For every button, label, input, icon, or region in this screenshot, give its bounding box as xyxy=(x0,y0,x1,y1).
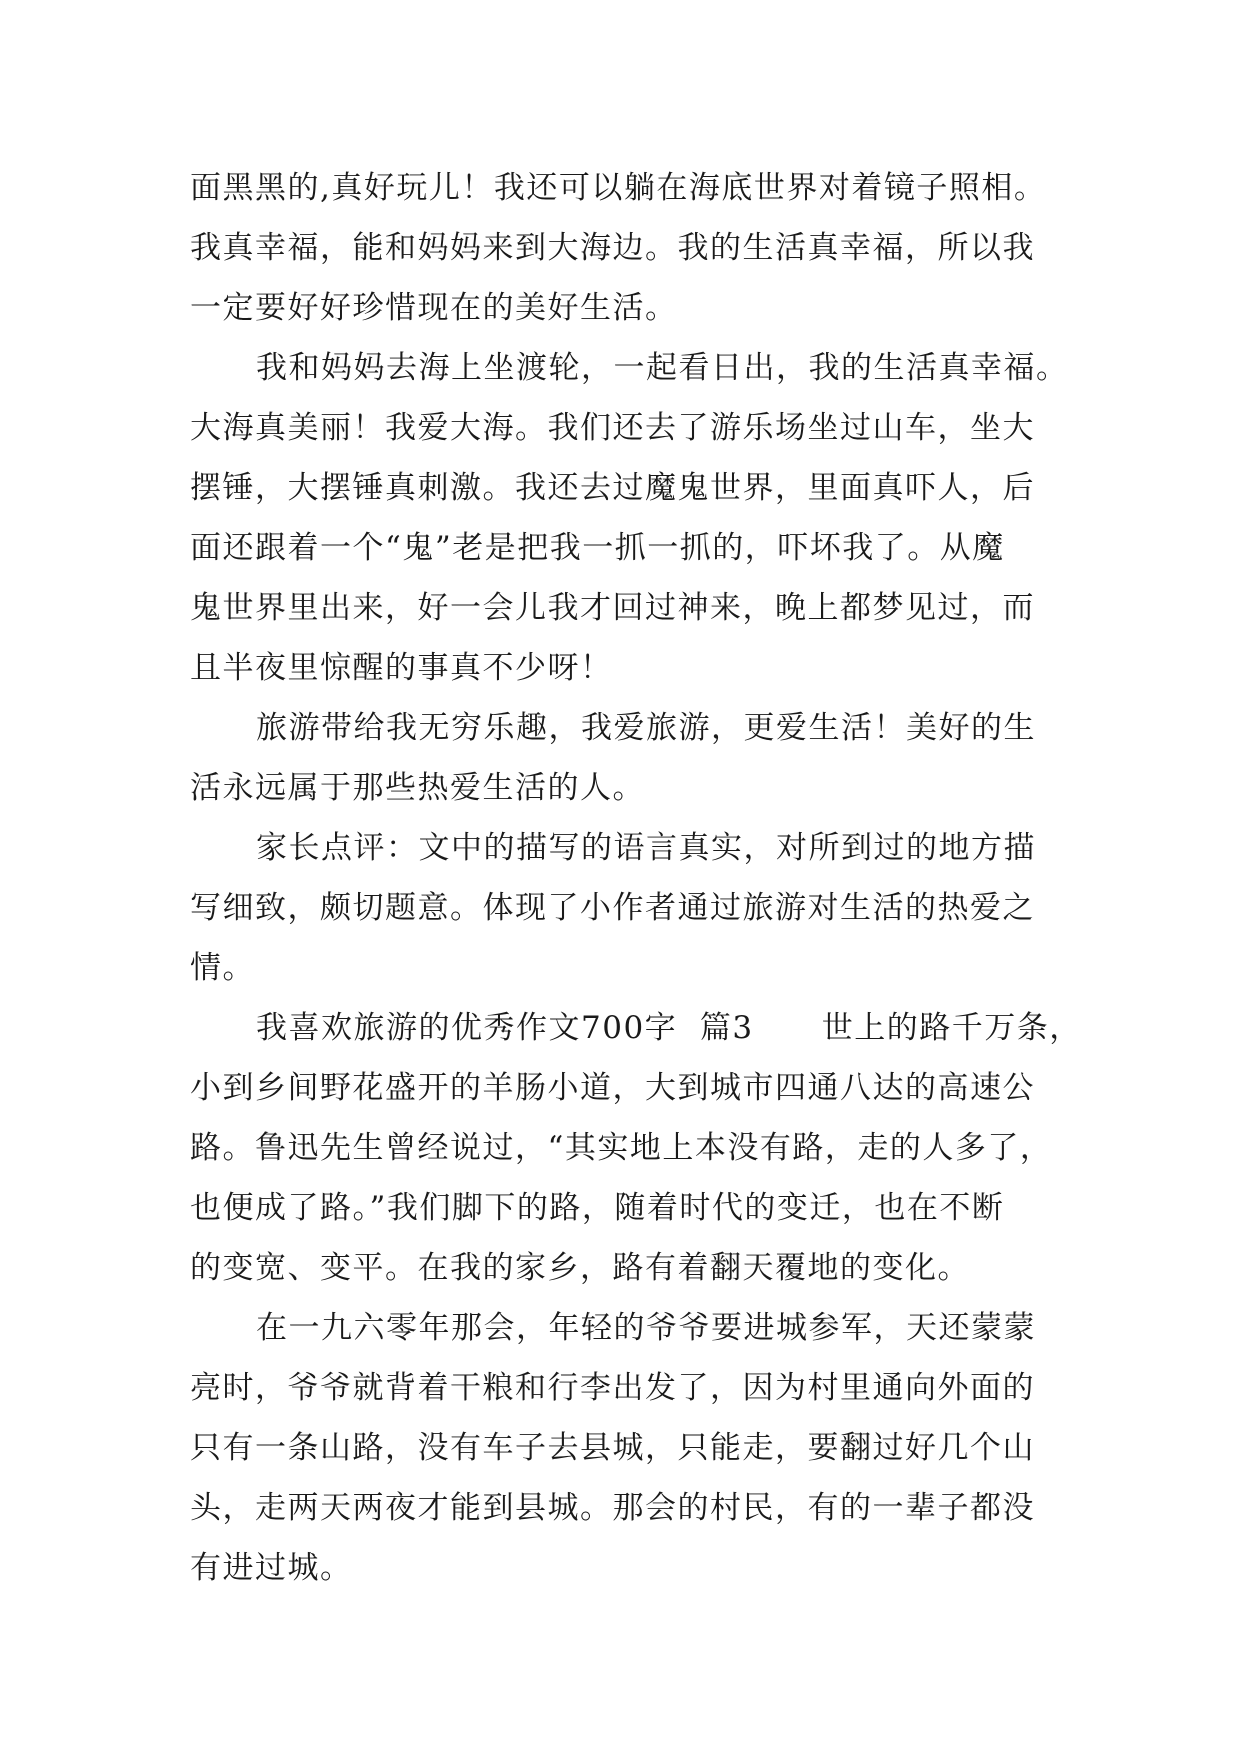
text-line: 只有一条山路，没有车子去县城，只能走，要翻过好几个山 xyxy=(190,1430,1035,1466)
section-heading-line: 我喜欢旅游的优秀作文700字 篇3 世上的路千万条， xyxy=(256,1010,1082,1046)
text-line: 路。鲁迅先生曾经说过，“其实地上本没有路，走的人多了， xyxy=(190,1130,1053,1166)
text-line: 我真幸福，能和妈妈来到大海边。我的生活真幸福，所以我 xyxy=(190,230,1035,266)
parent-comment-line: 家长点评：文中的描写的语言真实，对所到过的地方描 xyxy=(256,830,1036,866)
text-line: 面黑黑的,真好玩儿！我还可以躺在海底世界对着镜子照相。 xyxy=(190,170,1047,206)
text-line: 情。 xyxy=(190,950,255,986)
text-line: 的变宽、变平。在我的家乡，路有着翻天覆地的变化。 xyxy=(190,1250,970,1286)
text-line: 有进过城。 xyxy=(190,1550,353,1586)
text-line: 也便成了路。”我们脚下的路，随着时代的变迁，也在不断 xyxy=(190,1190,1005,1226)
text-line: 小到乡间野花盛开的羊肠小道，大到城市四通八达的高速公 xyxy=(190,1070,1035,1106)
text-line: 鬼世界里出来，好一会儿我才回过神来，晚上都梦见过，而 xyxy=(190,590,1035,626)
text-line: 一定要好好珍惜现在的美好生活。 xyxy=(190,290,678,326)
paragraph-first-line: 我和妈妈去海上坐渡轮，一起看日出，我的生活真幸福。 xyxy=(256,350,1069,386)
text-line: 且半夜里惊醒的事真不少呀！ xyxy=(190,650,613,686)
text-line: 活永远属于那些热爱生活的人。 xyxy=(190,770,645,806)
text-line: 大海真美丽！我爱大海。我们还去了游乐场坐过山车，坐大 xyxy=(190,410,1035,446)
text-line: 头，走两天两夜才能到县城。那会的村民，有的一辈子都没 xyxy=(190,1490,1035,1526)
text-line: 摆锤，大摆锤真刺激。我还去过魔鬼世界，里面真吓人，后 xyxy=(190,470,1035,506)
paragraph-first-line: 旅游带给我无穷乐趣，我爱旅游，更爱生活！美好的生 xyxy=(256,710,1036,746)
text-line: 亮时，爷爷就背着干粮和行李出发了，因为村里通向外面的 xyxy=(190,1370,1035,1406)
text-line: 面还跟着一个“鬼”老是把我一抓一抓的，吓坏我了。从魔 xyxy=(190,530,1005,566)
text-line: 写细致，颇切题意。体现了小作者通过旅游对生活的热爱之 xyxy=(190,890,1035,926)
paragraph-first-line: 在一九六零年那会，年轻的爷爷要进城参军，天还蒙蒙 xyxy=(256,1310,1036,1346)
